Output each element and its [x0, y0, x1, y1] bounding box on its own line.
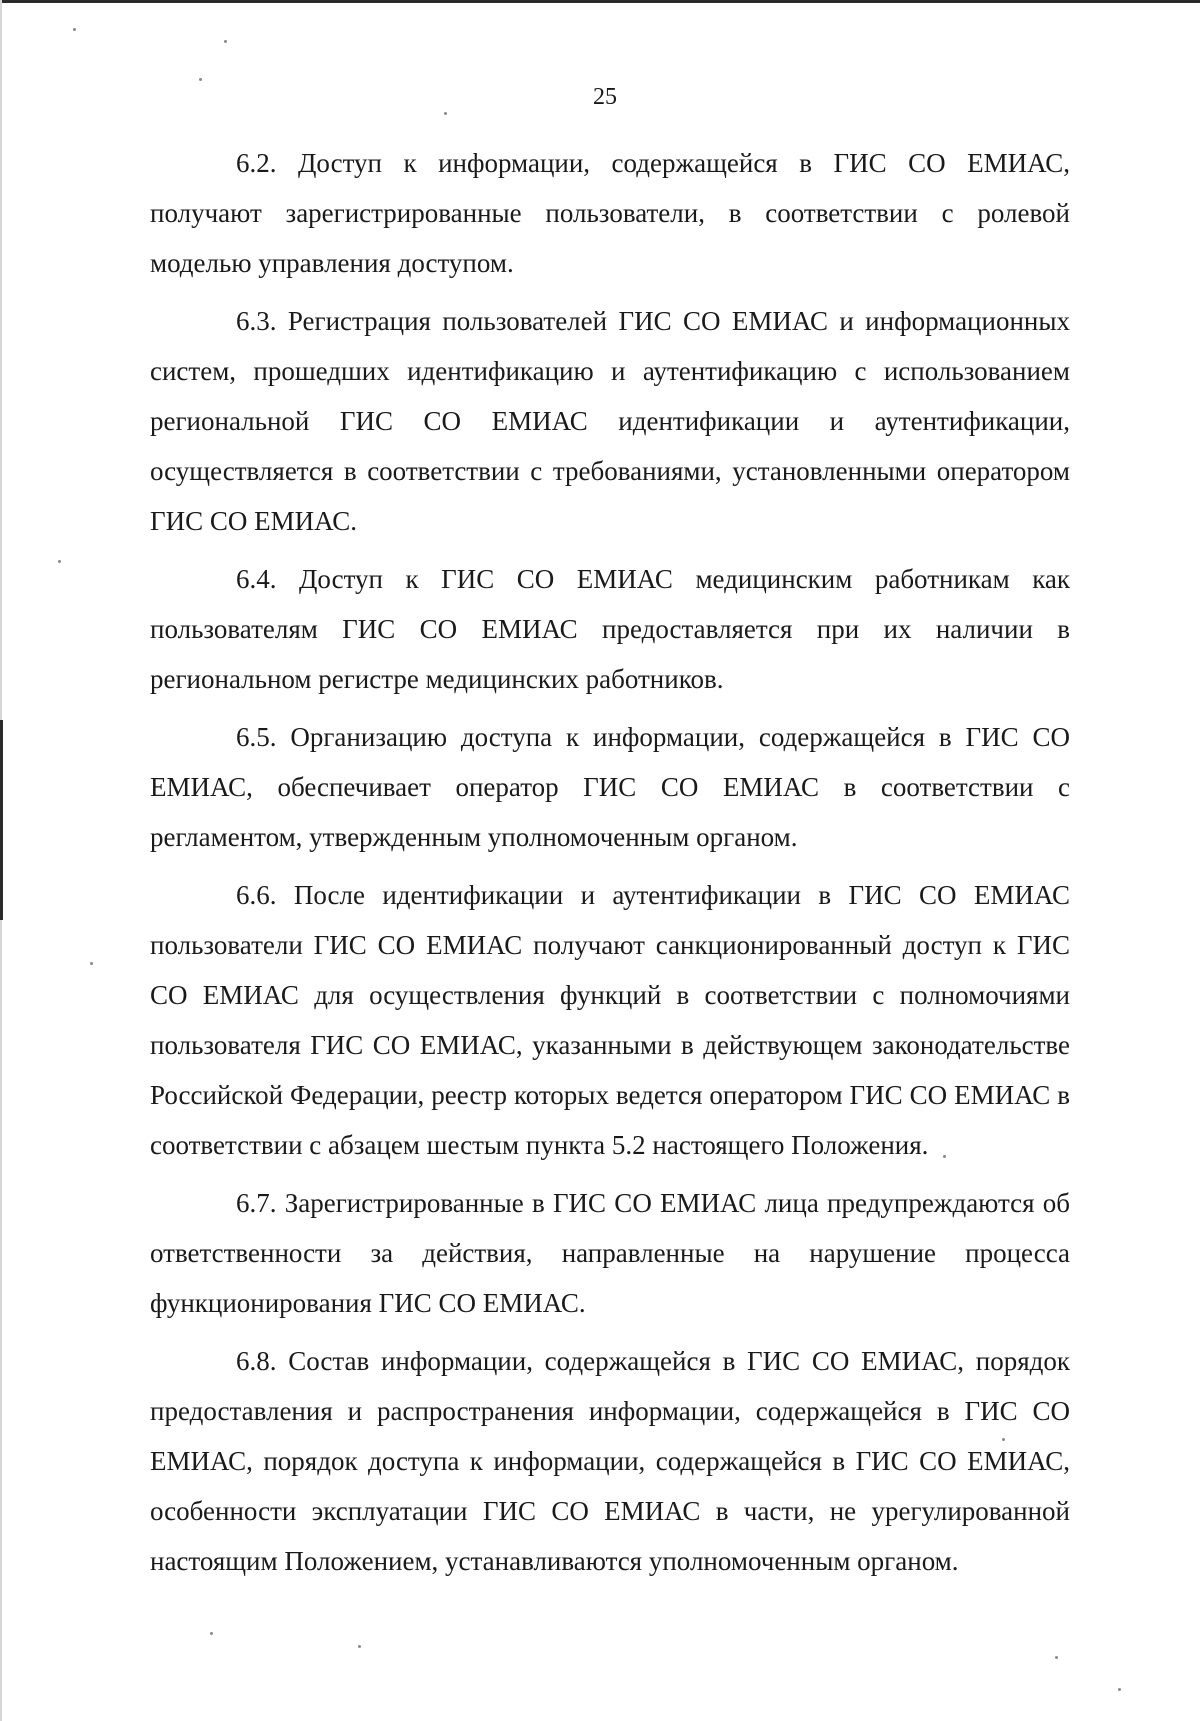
paragraph-6-4: 6.4. Доступ к ГИС СО ЕМИАС медицинским работникам как пользователям ГИС СО ЕМИАС предоставляется при их наличии в региональном регистре медицинских работников. — [150, 564, 1070, 694]
scan-speck — [358, 1645, 361, 1648]
scan-speck — [210, 1632, 213, 1635]
scan-speck — [1118, 1688, 1121, 1691]
scan-speck — [73, 28, 76, 31]
scan-speck — [90, 962, 93, 965]
scan-speck — [199, 78, 202, 81]
scan-speck — [444, 112, 447, 115]
scan-speck — [1055, 1656, 1058, 1659]
document-body — [150, 138, 1070, 1594]
scan-left-edge-shadow — [0, 720, 3, 920]
paragraph-6-5: 6.5. Организацию доступа к информации, содержащейся в ГИС СО ЕМИАС, обеспечивает оператор ГИС СО ЕМИАС в соответствии с регламентом, утвержденным уполномоченным органом. — [150, 722, 1070, 852]
paragraph-6-6: 6.6. После идентификации и аутентификации в ГИС СО ЕМИАС пользователи ГИС СО ЕМИАС получают санкционированный доступ к ГИС СО ЕМИАС для осуществления функций в соответствии с полномочиями пользователя ГИС СО ЕМИАС, указанными в действующем законодательстве Российской Федерации, реестр которых ведется оператором ГИС СО ЕМИАС в соответствии с абзацем шестым пункта 5.2 настоящего Положения. — [150, 880, 1070, 1160]
paragraph-6-7: 6.7. Зарегистрированные в ГИС СО ЕМИАС лица предупреждаются об ответственности за действия, направленные на нарушение процесса функционирования ГИС СО ЕМИАС. — [150, 1188, 1070, 1318]
paragraph-6-8: 6.8. Состав информации, содержащейся в ГИС СО ЕМИАС, порядок предоставления и распространения информации, содержащейся в ГИС СО ЕМИАС, порядок доступа к информации, содержащейся в ГИС СО ЕМИАС, особенности эксплуатации ГИС СО ЕМИАС в части, не урегулированной настоящим Положением, устанавливаются уполномоченным органом. — [150, 1346, 1070, 1576]
paragraph-6-3: 6.3. Регистрация пользователей ГИС СО ЕМИАС и информационных систем, прошедших идентификацию и аутентификацию с использованием региональной ГИС СО ЕМИАС идентификации и аутентификации, осуществляется в соответствии с требованиями, установленными оператором ГИС СО ЕМИАС. — [150, 306, 1070, 536]
scan-top-border — [0, 0, 1200, 3]
paragraph-6-2: 6.2. Доступ к информации, содержащейся в ГИС СО ЕМИАС, получают зарегистрированные пользователи, в соответствии с ролевой моделью управления доступом. — [150, 148, 1070, 278]
scan-speck — [1002, 1438, 1005, 1441]
scan-speck — [58, 560, 61, 563]
page-number: 25 — [593, 84, 617, 110]
scan-speck — [943, 1155, 946, 1158]
scan-speck — [224, 40, 227, 43]
